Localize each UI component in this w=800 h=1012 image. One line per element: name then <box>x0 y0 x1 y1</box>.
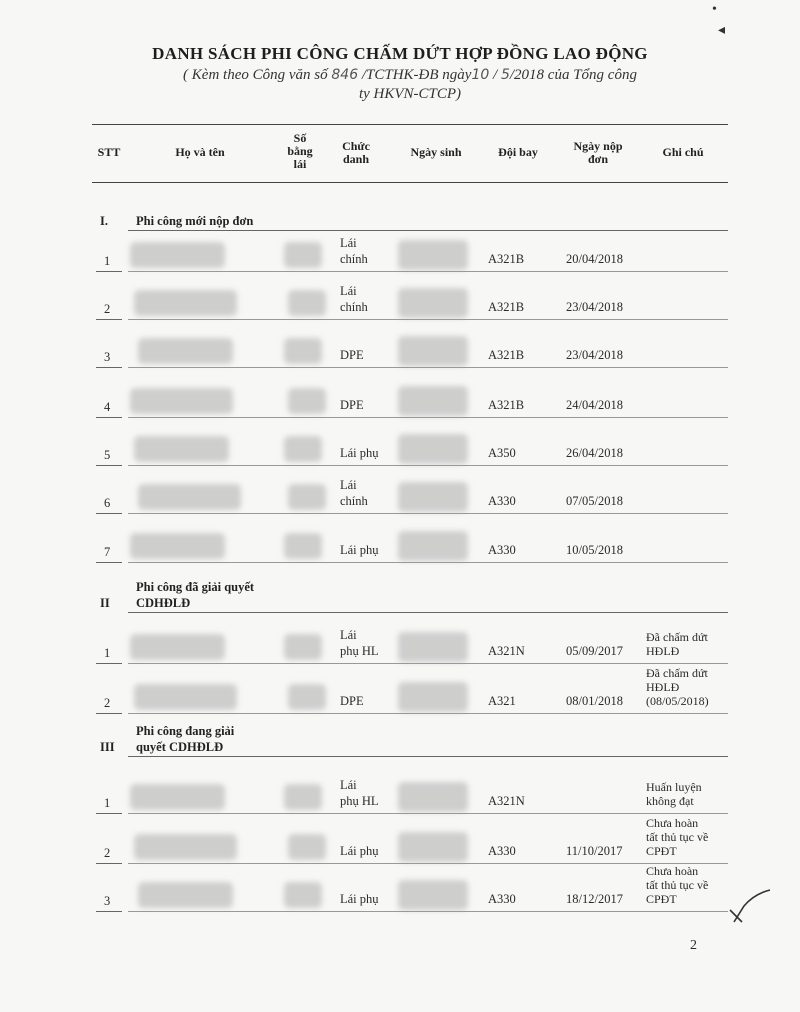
redacted-license <box>284 436 322 462</box>
subtitle-part-c: /2018 của Tổng công <box>509 67 637 83</box>
redacted-license <box>284 784 322 810</box>
row-rule <box>128 465 728 466</box>
stt-underline <box>96 663 122 664</box>
header-role-1: Chức <box>342 139 370 153</box>
section-title-1: Phi công mới nộp đơn <box>136 214 254 228</box>
section-title-2: quyết CDHĐLĐ <box>136 740 224 754</box>
redacted-name <box>138 882 233 908</box>
row-role-2: Lái phụ <box>340 892 379 906</box>
row-fleet: A321B <box>488 252 525 266</box>
row-role-2: phụ HL <box>340 644 379 658</box>
row-rule <box>128 271 728 272</box>
redacted-name <box>134 834 237 860</box>
row-note-line: Đã chấm dứt <box>646 666 708 680</box>
header-note: Ghi chú <box>662 145 704 159</box>
redacted-license <box>288 834 326 860</box>
row-stt: 1 <box>104 646 111 660</box>
subtitle-part-d: ty HKVN-CTCP) <box>358 86 462 102</box>
row-role-2: DPE <box>340 348 364 362</box>
redacted-dob <box>398 682 468 712</box>
row-date: 11/10/2017 <box>566 844 623 858</box>
row-stt: 2 <box>104 696 111 710</box>
row-role-1: Lái <box>340 284 357 298</box>
table-header-rule <box>92 182 728 183</box>
redacted-dob <box>398 531 468 561</box>
row-role-2: chính <box>340 252 368 266</box>
section-rule <box>128 756 728 757</box>
row-role-2: phụ HL <box>340 794 379 808</box>
row-fleet: A321 <box>488 694 516 708</box>
section-rule <box>128 230 728 231</box>
stt-underline <box>96 271 122 272</box>
redacted-dob <box>398 832 468 862</box>
row-note-line: (08/05/2018) <box>646 694 709 708</box>
row-note <box>646 864 730 906</box>
row-note <box>646 780 730 808</box>
section-title-1: Phi công đã giải quyết <box>136 580 255 594</box>
row-fleet: A330 <box>488 844 516 858</box>
row-role-2: chính <box>340 300 368 314</box>
redacted-name <box>130 533 225 559</box>
redacted-license <box>284 533 322 559</box>
redacted-dob <box>398 482 468 512</box>
row-date: 23/04/2018 <box>566 300 623 314</box>
redacted-name <box>130 388 233 414</box>
header-date <box>562 140 634 166</box>
row-note-line: HĐLĐ <box>646 680 680 694</box>
stt-underline <box>96 417 122 418</box>
section-title-2: CDHĐLĐ <box>136 596 191 610</box>
row-fleet: A321B <box>488 300 525 314</box>
stt-underline <box>96 911 122 912</box>
row-rule <box>128 863 728 864</box>
handwritten-month: 5 <box>500 67 510 83</box>
row-rule <box>128 367 728 368</box>
stt-underline <box>96 367 122 368</box>
redacted-dob <box>398 782 468 812</box>
row-note-line: HĐLĐ <box>646 644 680 658</box>
section-number: III <box>100 740 115 754</box>
redacted-dob <box>398 240 468 270</box>
redacted-name <box>138 484 241 510</box>
stt-underline <box>96 813 122 814</box>
header-license <box>280 132 320 171</box>
row-note-line: CPĐT <box>646 844 677 858</box>
section-number: II <box>100 596 110 610</box>
row-date: 07/05/2018 <box>566 494 623 508</box>
row-rule <box>128 813 728 814</box>
section-title-1: Phi công đang giải <box>136 724 235 738</box>
row-rule <box>128 319 728 320</box>
header-license-1: Số <box>293 131 307 145</box>
subtitle-part-a: ( Kèm theo Công văn số <box>183 67 328 83</box>
redacted-license <box>284 338 322 364</box>
document-subtitle <box>120 66 700 104</box>
subtitle-sep: / <box>493 67 498 83</box>
row-stt: 5 <box>104 448 111 462</box>
document-title: DANH SÁCH PHI CÔNG CHẤM DỨT HỢP ĐỒNG LAO ĐỘNG <box>152 44 648 63</box>
row-role-2: Lái phụ <box>340 446 379 460</box>
header-stt: STT <box>97 145 121 159</box>
header-fleet: Đội bay <box>498 145 538 159</box>
redacted-dob <box>398 434 468 464</box>
row-note <box>646 816 730 858</box>
row-note <box>646 630 730 658</box>
redacted-license <box>284 882 322 908</box>
row-role-2: Lái phụ <box>340 844 379 858</box>
redacted-name <box>134 290 237 316</box>
row-stt: 1 <box>104 254 111 268</box>
row-fleet: A330 <box>488 494 516 508</box>
row-rule <box>128 513 728 514</box>
row-note-line: Đã chấm dứt <box>646 630 708 644</box>
handwritten-day: 10 <box>471 67 490 83</box>
redacted-name <box>134 436 229 462</box>
row-stt: 6 <box>104 496 111 510</box>
section-rule <box>128 612 728 613</box>
stray-mark-1: • <box>712 2 717 17</box>
section-number: I. <box>100 214 108 228</box>
row-rule <box>128 663 728 664</box>
redacted-name <box>130 634 225 660</box>
handwritten-number: 846 <box>331 67 359 83</box>
row-date: 26/04/2018 <box>566 446 623 460</box>
row-stt: 2 <box>104 302 111 316</box>
redacted-dob <box>398 288 468 318</box>
row-role-2: DPE <box>340 398 364 412</box>
redacted-dob <box>398 880 468 910</box>
header-role <box>334 140 378 166</box>
row-stt: 7 <box>104 545 111 559</box>
row-role-2: Lái phụ <box>340 543 379 557</box>
header-date-2: đơn <box>588 152 608 166</box>
stt-underline <box>96 562 122 563</box>
row-date: 24/04/2018 <box>566 398 623 412</box>
row-rule <box>128 713 728 714</box>
row-fleet: A321N <box>488 644 525 658</box>
row-fleet: A350 <box>488 446 516 460</box>
page-number: 2 <box>690 938 697 953</box>
redacted-name <box>134 684 237 710</box>
stt-underline <box>96 713 122 714</box>
row-date: 18/12/2017 <box>566 892 623 906</box>
row-fleet: A330 <box>488 543 516 557</box>
stt-underline <box>96 513 122 514</box>
row-note-line: tất thủ tục về <box>646 830 709 844</box>
row-note <box>646 666 730 708</box>
row-rule <box>128 911 728 912</box>
table-top-rule <box>92 124 728 125</box>
header-license-2: bằng <box>287 144 313 158</box>
row-rule <box>128 417 728 418</box>
redacted-name <box>138 338 233 364</box>
row-stt: 3 <box>104 350 111 364</box>
row-note-line: CPĐT <box>646 892 677 906</box>
row-note-line: Huấn luyện <box>646 780 702 794</box>
header-name: Họ và tên <box>175 145 225 159</box>
redacted-dob <box>398 632 468 662</box>
row-stt: 3 <box>104 894 111 908</box>
row-date: 08/01/2018 <box>566 694 623 708</box>
row-date: 23/04/2018 <box>566 348 623 362</box>
row-date: 10/05/2018 <box>566 543 623 557</box>
subtitle-part-b: /TCTHK-ĐB ngày <box>361 67 472 83</box>
row-fleet: A321B <box>488 398 525 412</box>
row-stt: 1 <box>104 796 111 810</box>
stt-underline <box>96 863 122 864</box>
row-date: 20/04/2018 <box>566 252 623 266</box>
redacted-license <box>288 388 326 414</box>
row-stt: 2 <box>104 846 111 860</box>
row-stt: 4 <box>104 400 111 414</box>
row-role-1: Lái <box>340 236 357 250</box>
row-role-1: Lái <box>340 478 357 492</box>
header-license-3: lái <box>293 157 307 171</box>
row-role-2: chính <box>340 494 368 508</box>
redacted-dob <box>398 336 468 366</box>
row-role-1: Lái <box>340 778 357 792</box>
row-note-line: không đạt <box>646 794 694 808</box>
row-note-line: Chưa hoàn <box>646 864 699 878</box>
row-role-2: DPE <box>340 694 364 708</box>
redacted-license <box>288 484 326 510</box>
redacted-name <box>130 242 225 268</box>
row-note-line: Chưa hoàn <box>646 816 699 830</box>
redacted-license <box>288 684 326 710</box>
stt-underline <box>96 465 122 466</box>
redacted-dob <box>398 386 468 416</box>
row-rule <box>128 562 728 563</box>
redacted-license <box>284 242 322 268</box>
handwritten-check-mark <box>726 888 776 928</box>
redacted-license <box>284 634 322 660</box>
row-role-1: Lái <box>340 628 357 642</box>
row-date: 05/09/2017 <box>566 644 623 658</box>
stray-mark-2: ◂ <box>718 23 726 38</box>
header-date-1: Ngày nộp <box>573 139 623 153</box>
row-note-line: tất thủ tục về <box>646 878 709 892</box>
header-dob: Ngày sinh <box>410 145 462 159</box>
row-fleet: A321B <box>488 348 525 362</box>
redacted-license <box>288 290 326 316</box>
row-fleet: A321N <box>488 794 525 808</box>
row-fleet: A330 <box>488 892 516 906</box>
redacted-name <box>130 784 225 810</box>
header-role-2: danh <box>342 152 370 166</box>
stt-underline <box>96 319 122 320</box>
